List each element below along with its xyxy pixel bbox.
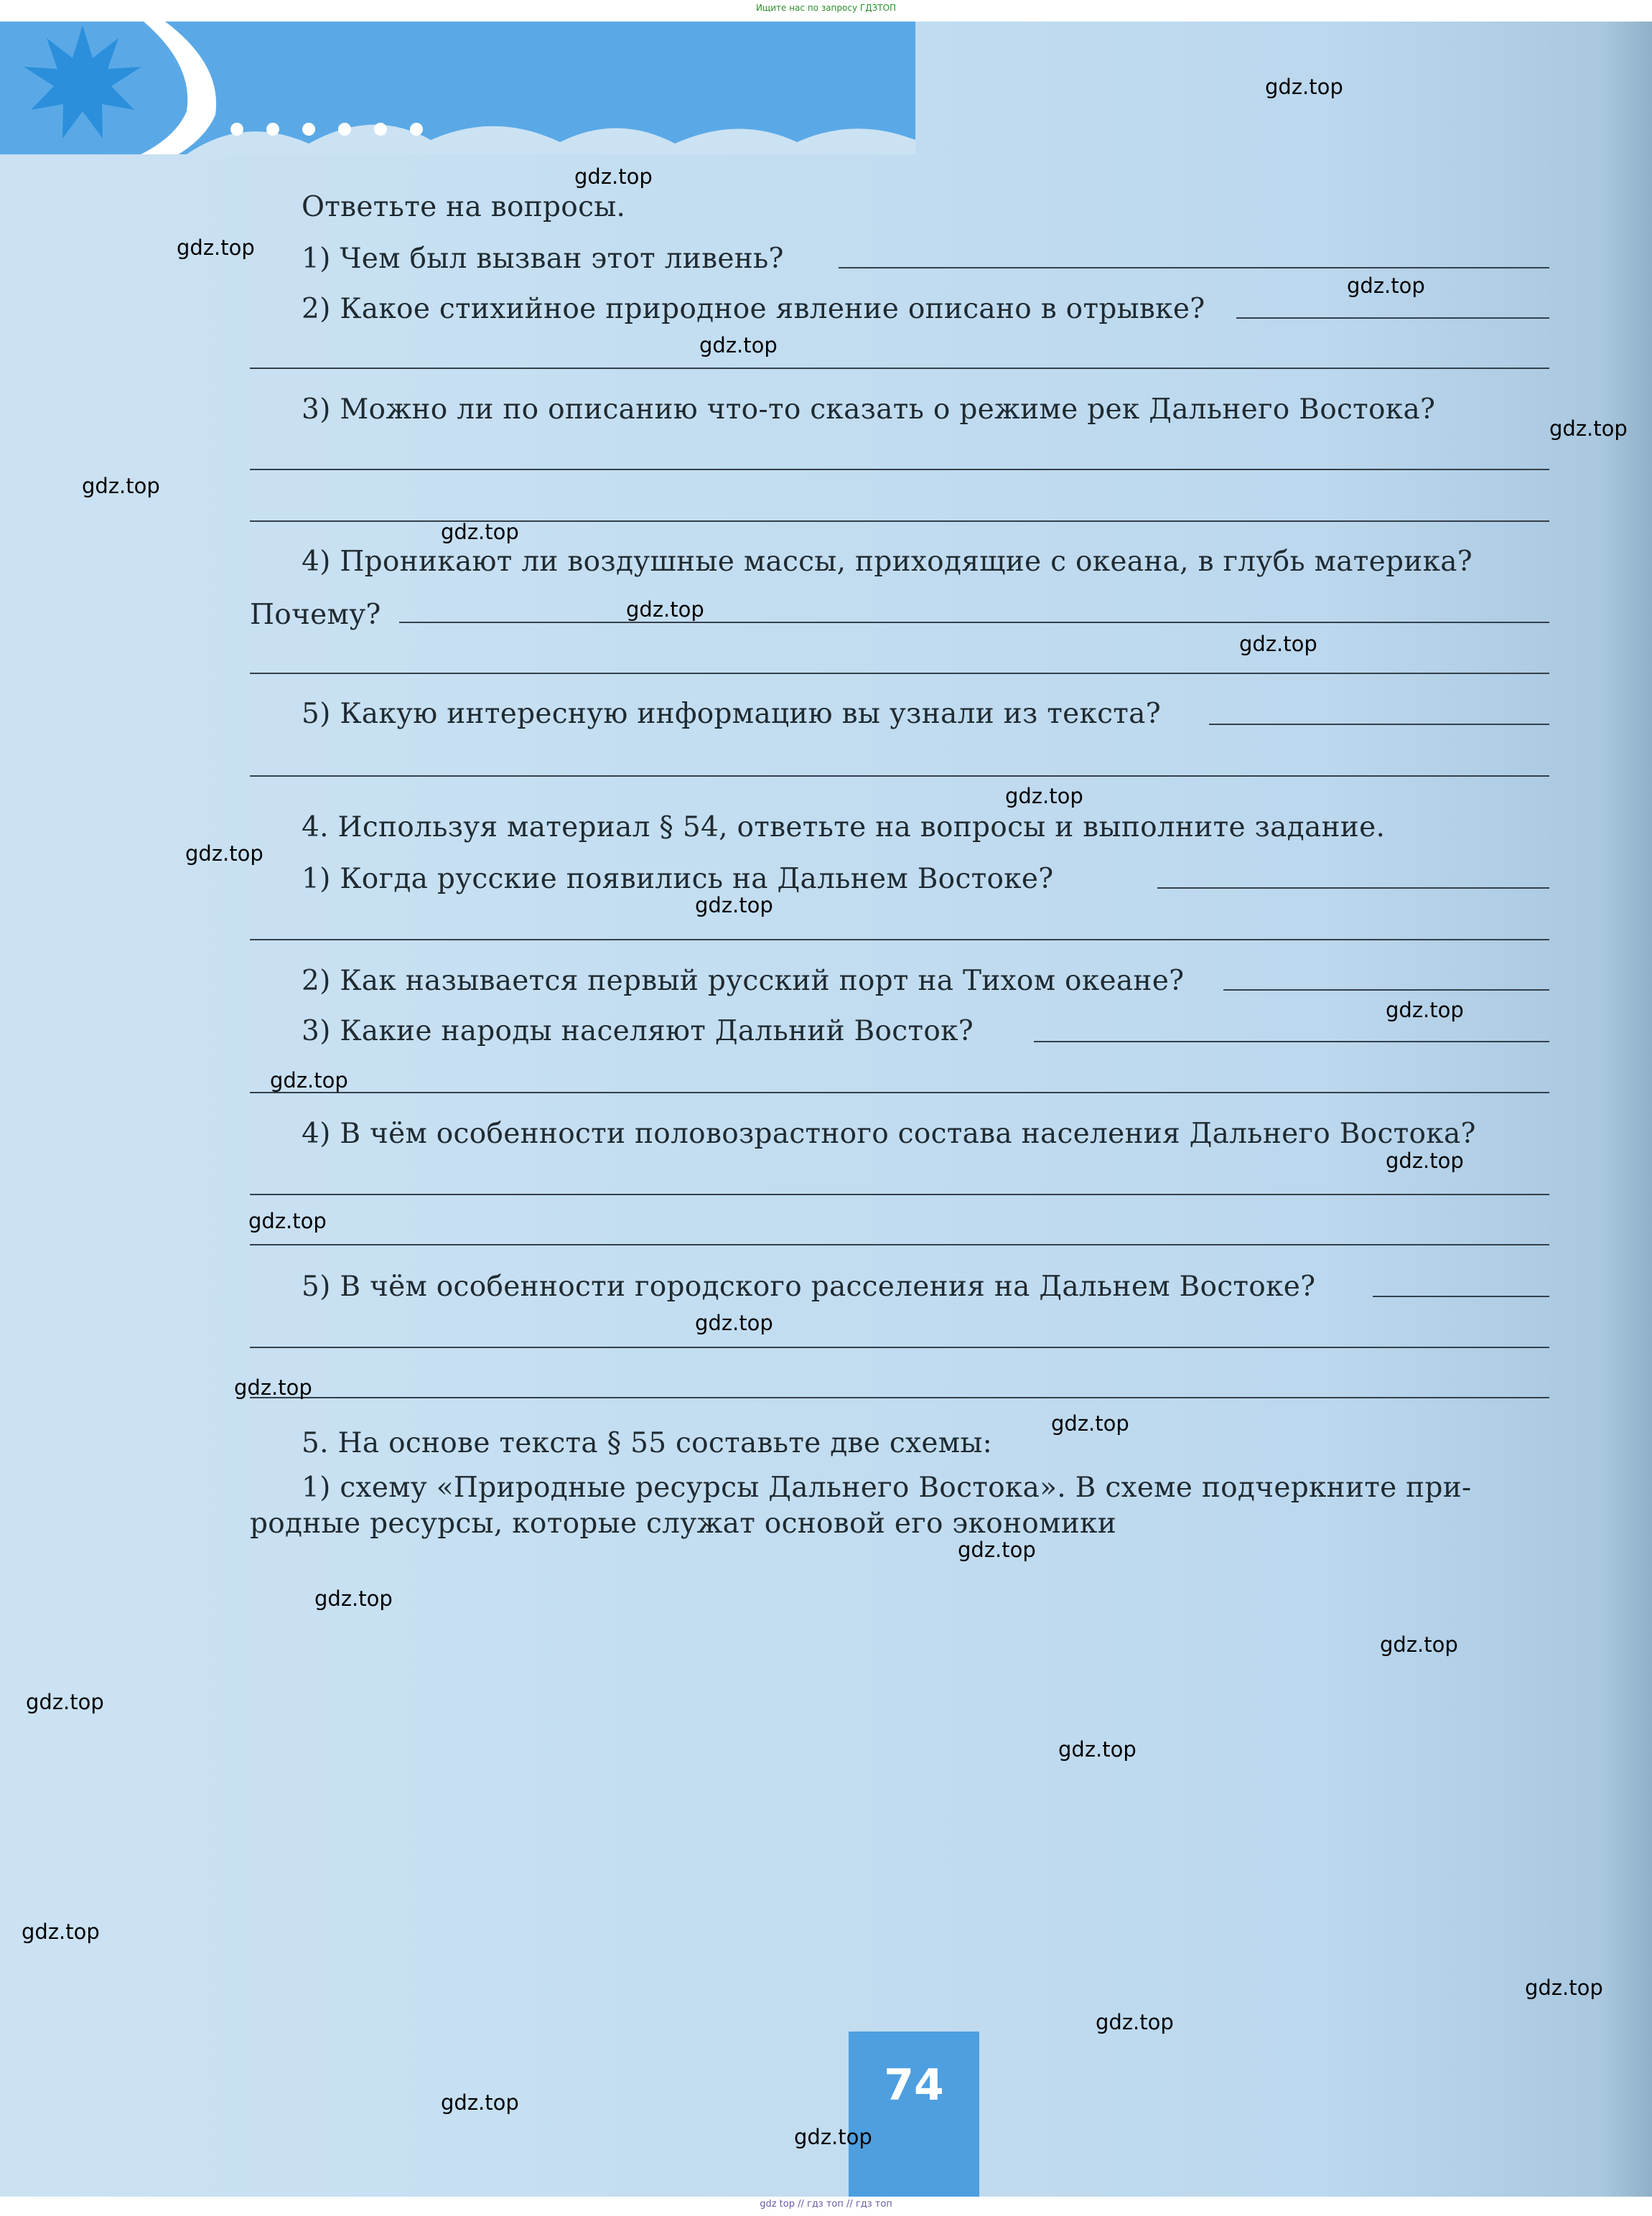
task5-title: 5. На основе текста § 55 составьте две схемы:: [302, 1427, 993, 1459]
watermark: gdz.top: [1549, 416, 1628, 441]
answer-line[interactable]: [1209, 724, 1549, 725]
watermark: gdz.top: [441, 520, 519, 544]
sun-icon: [11, 11, 154, 154]
top-note: Ищите нас по запросу ГДЗТОП: [755, 3, 897, 13]
answer-intro: Ответьте на вопросы.: [302, 191, 626, 223]
watermark: gdz.top: [26, 1690, 104, 1714]
answer-line[interactable]: [1157, 887, 1549, 889]
answer-line[interactable]: [250, 368, 1549, 369]
task4-item-5: 5) В чём особенности городского расселения на Дальнем Востоке?: [302, 1271, 1316, 1303]
watermark: gdz.top: [794, 2125, 872, 2149]
watermark: gdz.top: [1386, 998, 1464, 1022]
watermark: gdz.top: [699, 333, 778, 357]
task4-item-2: 2) Как называется первый русский порт на Тихом океане?: [302, 965, 1185, 997]
task4-item-3: 3) Какие народы населяют Дальний Восток?: [302, 1015, 974, 1047]
watermark: gdz.top: [314, 1586, 393, 1611]
answer-line[interactable]: [1223, 989, 1549, 991]
answer-line[interactable]: [250, 775, 1549, 777]
watermark: gdz.top: [1005, 784, 1083, 808]
watermark: gdz.top: [1386, 1149, 1464, 1173]
page-background: [0, 22, 1652, 2197]
q3-item-4: 4) Проникают ли воздушные массы, приходящие с океана, в глубь материка?: [302, 546, 1473, 578]
watermark: gdz.top: [695, 893, 773, 917]
watermark: gdz.top: [1239, 632, 1317, 656]
watermark: gdz.top: [695, 1311, 773, 1335]
watermark: gdz.top: [234, 1375, 312, 1400]
answer-line[interactable]: [1373, 1296, 1549, 1297]
watermark: gdz.top: [185, 841, 263, 866]
watermark: gdz.top: [958, 1538, 1036, 1562]
answer-line[interactable]: [1236, 317, 1549, 319]
answer-line[interactable]: [250, 1397, 1549, 1398]
page-number-tab: [849, 2032, 979, 2197]
watermark: gdz.top: [574, 164, 653, 189]
watermark: gdz.top: [1051, 1411, 1129, 1436]
watermark: gdz.top: [82, 474, 160, 498]
watermark: gdz.top: [1265, 75, 1343, 99]
watermark: gdz.top: [1525, 1976, 1603, 2000]
task5-line-1: 1) схему «Природные ресурсы Дальнего Востока». В схеме подчеркните при-: [302, 1472, 1472, 1504]
answer-line[interactable]: [250, 1244, 1549, 1245]
task4-item-1: 1) Когда русские появились на Дальнем Востоке?: [302, 863, 1054, 895]
watermark: gdz.top: [270, 1068, 348, 1093]
watermark: gdz.top: [626, 597, 704, 622]
answer-line[interactable]: [839, 267, 1549, 268]
bottom-note: gdz top // гдз топ // гдз топ: [760, 2199, 892, 2210]
answer-line[interactable]: [1034, 1041, 1549, 1042]
watermark: gdz.top: [1380, 1632, 1458, 1657]
watermark: gdz.top: [1058, 1737, 1137, 1762]
q3-item-5: 5) Какую интересную информацию вы узнали из текста?: [302, 698, 1161, 730]
answer-line[interactable]: [250, 1347, 1549, 1348]
q3-item-1: 1) Чем был вызван этот ливень?: [302, 243, 784, 275]
task4-item-4: 4) В чём особенности половозрастного состава населения Дальнего Востока?: [302, 1118, 1476, 1150]
task4-title: 4. Используя материал § 54, ответьте на вопросы и выполните задание.: [302, 811, 1386, 843]
answer-line[interactable]: [250, 469, 1549, 470]
q3-item-4-why: Почему?: [250, 599, 381, 631]
answer-line[interactable]: [250, 1194, 1549, 1195]
q3-item-3: 3) Можно ли по описанию что-то сказать о режиме рек Дальнего Востока?: [302, 393, 1436, 426]
answer-line[interactable]: [399, 622, 1549, 623]
watermark: gdz.top: [441, 2090, 519, 2115]
watermark: gdz.top: [177, 235, 255, 260]
page-number: 74: [884, 2060, 944, 2110]
header-band: [0, 22, 915, 154]
watermark: gdz.top: [248, 1209, 327, 1233]
answer-line[interactable]: [250, 673, 1549, 674]
answer-line[interactable]: [250, 1092, 1549, 1093]
task5-line-2: родные ресурсы, которые служат основой его экономики: [250, 1507, 1116, 1540]
watermark: gdz.top: [1096, 2010, 1174, 2034]
answer-line[interactable]: [250, 939, 1549, 940]
watermark: gdz.top: [22, 1920, 100, 1944]
q3-item-2: 2) Какое стихийное природное явление описано в отрывке?: [302, 293, 1205, 325]
watermark: gdz.top: [1347, 274, 1425, 298]
